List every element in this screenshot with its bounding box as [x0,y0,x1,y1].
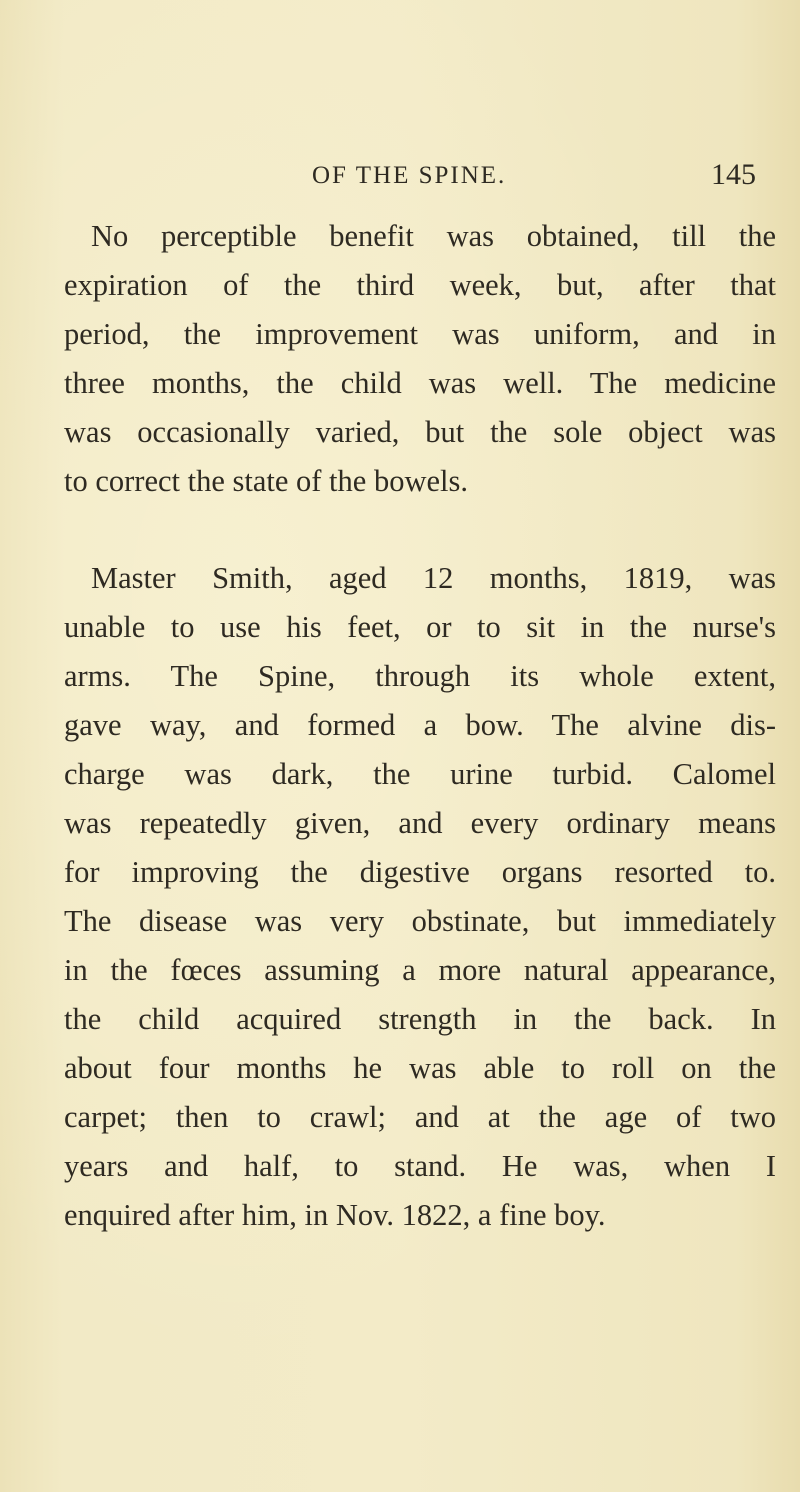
text-line: three months, the child was well. The medicine [64,366,776,400]
text-line: arms. The Spine, through its whole extent, [64,659,776,693]
text-line: expiration of the third week, but, after that [64,268,776,302]
text-line: The disease was very obstinate, but immediately [64,904,776,938]
text-line: years and half, to stand. He was, when I [64,1149,776,1183]
text-line: unable to use his feet, or to sit in the nurse's [64,610,776,644]
page-number: 145 [711,158,756,191]
text-line: the child acquired strength in the back. In [64,1002,776,1036]
text-line: was repeatedly given, and every ordinary means [64,806,776,840]
text-line: period, the improvement was uniform, and in [64,317,776,351]
text-line: gave way, and formed a bow. The alvine dis- [64,708,776,742]
text-line: enquired after him, in Nov. 1822, a fine boy. [64,1198,606,1232]
running-head [0,158,800,198]
body-text [64,212,776,1240]
text-line: Master Smith, aged 12 months, 1819, was [91,561,776,595]
text-line: was occasionally varied, but the sole object was [64,415,776,449]
paragraph-1 [64,212,776,506]
text-line: about four months he was able to roll on the [64,1051,776,1085]
text-line: carpet; then to crawl; and at the age of two [64,1100,776,1134]
text-line: No perceptible benefit was obtained, till the [91,219,776,253]
text-line: for improving the digestive organs resorted to. [64,855,776,889]
paragraph-spacer [64,506,776,554]
running-title: OF THE SPINE. [312,162,507,189]
text-line: in the fœces assuming a more natural appearance, [64,953,776,987]
text-line: to correct the state of the bowels. [64,464,468,498]
text-line: charge was dark, the urine turbid. Calomel [64,757,776,791]
paragraph-2 [64,554,776,1240]
